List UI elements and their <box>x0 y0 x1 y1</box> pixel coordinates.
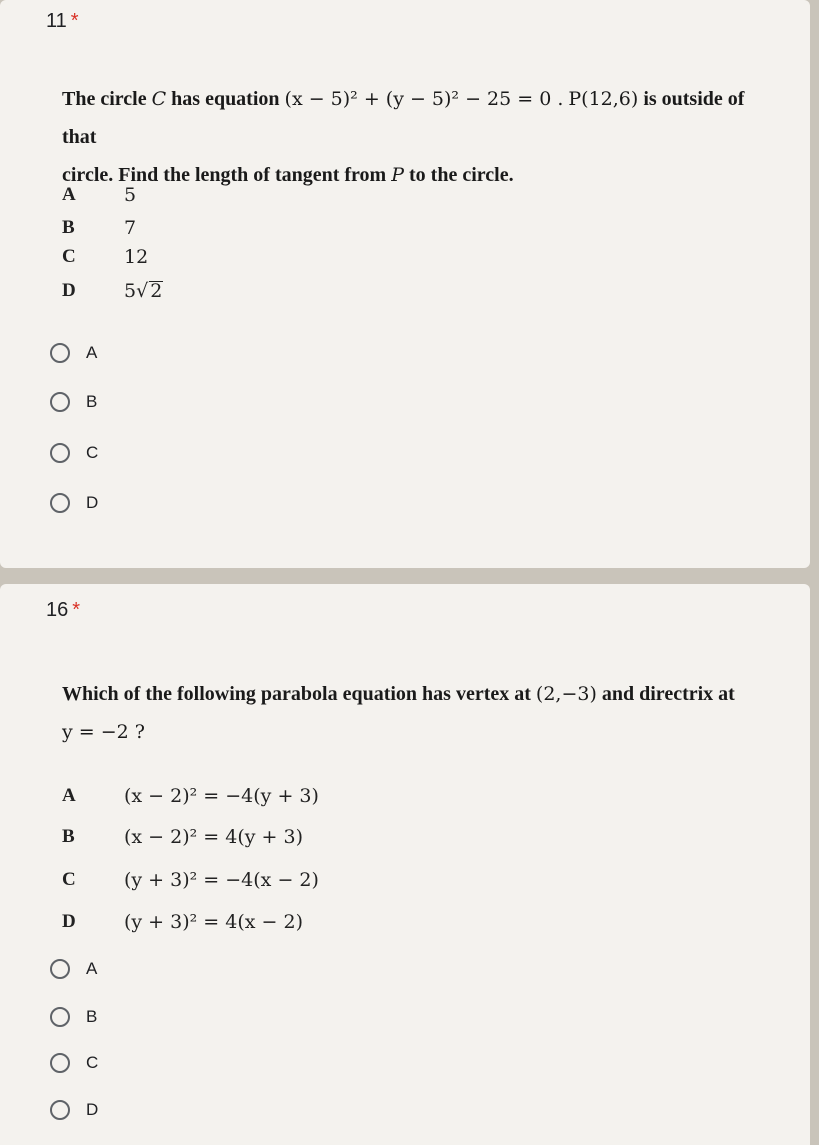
option-letter: A <box>62 785 76 806</box>
choice-b[interactable] <box>50 1002 97 1032</box>
choice-label: D <box>86 1100 99 1119</box>
radio-button-unchecked-icon[interactable] <box>50 1100 70 1120</box>
radio-button-unchecked-icon[interactable] <box>50 1007 70 1027</box>
choice-d[interactable] <box>50 1095 98 1125</box>
choice-c[interactable] <box>50 1048 98 1078</box>
radio-button-unchecked-icon[interactable] <box>50 392 70 412</box>
option-value: 5√ 2 <box>124 280 163 302</box>
choice-label: C <box>86 443 99 462</box>
directrix-equation: y = −2 ? <box>62 721 145 743</box>
radio-button-unchecked-icon[interactable] <box>50 959 70 979</box>
choice-a[interactable] <box>50 338 97 368</box>
question-text-part: circle. Find the length of tangent from <box>62 164 387 186</box>
sqrt-coefficient: 5 <box>124 280 137 302</box>
choice-c[interactable] <box>50 438 98 468</box>
question-text-part: is outside of that <box>62 88 745 148</box>
radio-button-unchecked-icon[interactable] <box>50 443 70 463</box>
option-letter: A <box>62 184 76 205</box>
question-text-part: has equation <box>171 88 280 110</box>
option-letter: D <box>62 280 76 301</box>
variable-c: C <box>151 88 167 110</box>
vertex-point: (2,−3) <box>535 683 597 705</box>
option-value: (y + 3)² = 4(x − 2) <box>124 911 303 933</box>
question-number <box>46 599 80 622</box>
question-card-16 <box>0 584 810 1145</box>
question-number <box>46 10 79 33</box>
required-asterisk: * <box>72 599 81 621</box>
choice-label: B <box>86 1007 98 1026</box>
option-row-a <box>62 180 136 210</box>
option-value: (x − 2)² = −4(y + 3) <box>124 785 319 807</box>
question-text-part: The circle <box>62 88 147 110</box>
option-row-b <box>62 822 303 852</box>
question-text-part: and directrix at <box>601 683 735 705</box>
question-text <box>62 80 782 194</box>
option-value: 12 <box>124 246 149 268</box>
circle-equation: (x − 5)² + (y − 5)² − 25 = 0 . <box>284 88 564 110</box>
choice-d[interactable] <box>50 488 98 518</box>
point-p: P(12,6) <box>568 88 639 110</box>
choice-a[interactable] <box>50 954 97 984</box>
option-row-c <box>62 865 319 895</box>
question-number-text: 11 <box>46 10 67 32</box>
radio-button-unchecked-icon[interactable] <box>50 343 70 363</box>
option-letter: B <box>62 826 75 847</box>
question-text-part: to the circle. <box>409 164 514 186</box>
option-letter: C <box>62 246 76 267</box>
question-text-part: Which of the following parabola equation has vertex at <box>62 683 531 705</box>
choice-label: A <box>86 959 98 978</box>
variable-p: P <box>391 164 405 186</box>
required-asterisk: * <box>70 10 79 32</box>
option-row-d <box>62 276 163 306</box>
choice-label: B <box>86 392 98 411</box>
option-letter: D <box>62 911 76 932</box>
choice-label: D <box>86 493 99 512</box>
option-value: 5 <box>124 184 137 206</box>
option-value: (x − 2)² = 4(y + 3) <box>124 826 303 848</box>
option-letter: B <box>62 217 75 238</box>
radio-button-unchecked-icon[interactable] <box>50 493 70 513</box>
option-row-c <box>62 242 148 272</box>
option-value: (y + 3)² = −4(x − 2) <box>124 869 319 891</box>
choice-label: C <box>86 1053 99 1072</box>
sqrt-radicand: 2 <box>150 280 163 302</box>
option-row-d <box>62 907 303 937</box>
option-row-b <box>62 213 136 243</box>
question-card-11 <box>0 0 810 568</box>
option-letter: C <box>62 869 76 890</box>
question-number-text: 16 <box>46 599 69 621</box>
question-text <box>62 675 782 751</box>
option-value: 7 <box>124 217 137 239</box>
choice-b[interactable] <box>50 387 97 417</box>
radio-button-unchecked-icon[interactable] <box>50 1053 70 1073</box>
choice-label: A <box>86 343 98 362</box>
option-row-a <box>62 781 319 811</box>
